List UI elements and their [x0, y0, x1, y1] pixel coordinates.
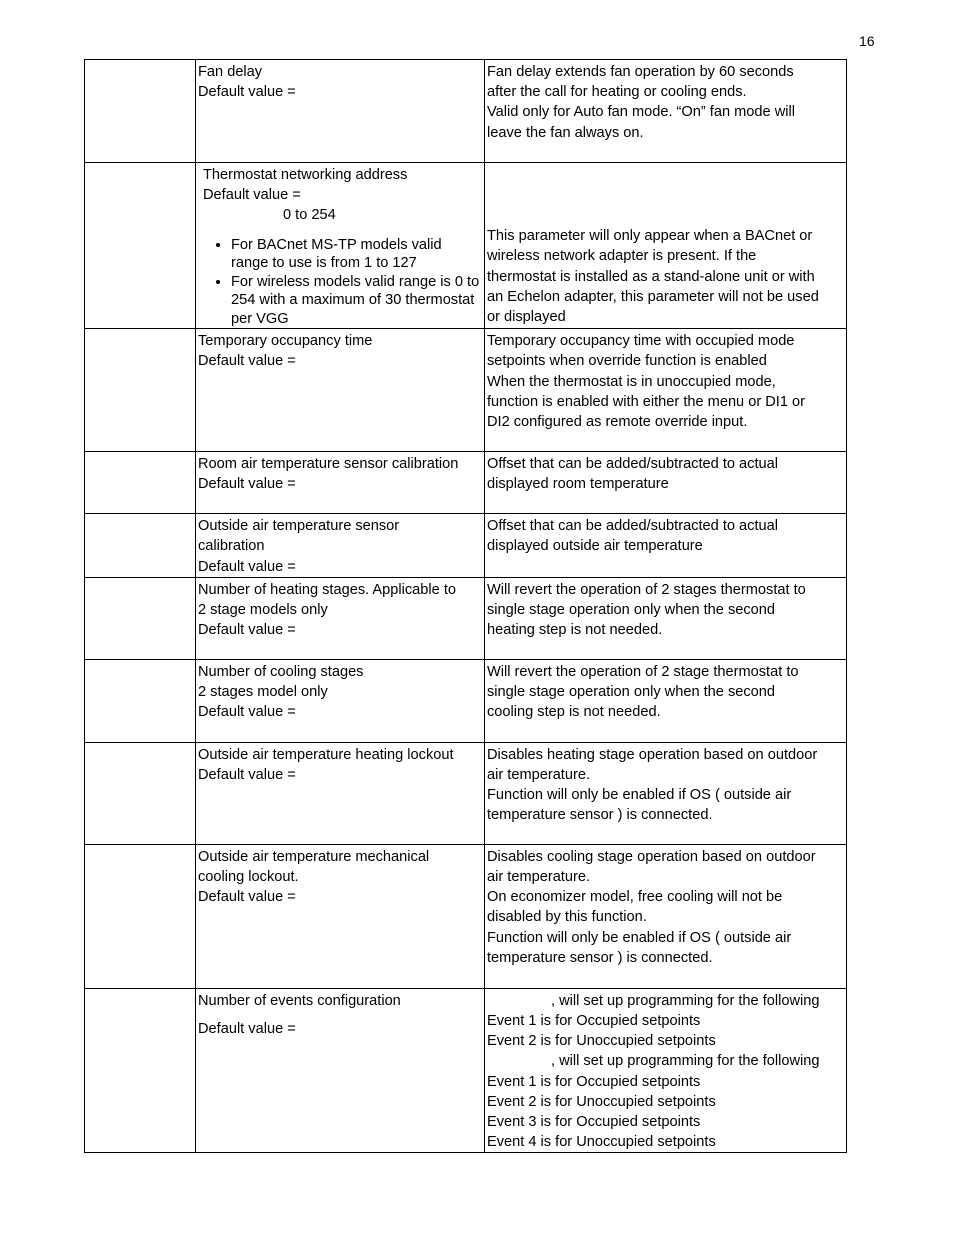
default-value-label: Default value = — [198, 622, 296, 639]
description-line: setpoints when override function is enabled — [487, 353, 767, 370]
parameter-description-cell — [485, 163, 847, 329]
description-line: temperature sensor ) is connected. — [487, 807, 713, 824]
parameter-symbol-cell — [85, 742, 196, 844]
parameter-name-cell — [196, 60, 485, 163]
page-number: 16 — [859, 33, 875, 49]
default-value-label: Default value = — [198, 84, 296, 101]
list-item: • For wireless models valid range is 0 to 254 with a maximum of 30 thermostat per VGG — [231, 273, 482, 329]
default-value-label: Default value = — [198, 558, 296, 575]
description-line: Disables cooling stage operation based on outdoor — [487, 848, 816, 865]
description-line: Function will only be enabled if OS ( outside air — [487, 929, 792, 946]
table-row — [85, 60, 847, 163]
description-line: , will set up programming for the following — [551, 1053, 820, 1070]
description-line: Temporary occupancy time with occupied mode — [487, 333, 795, 350]
parameter-name-cell — [196, 659, 485, 742]
table-row — [85, 844, 847, 988]
parameter-name-cell — [196, 577, 485, 659]
parameter-name: Outside air temperature mechanical — [198, 848, 430, 865]
parameter-name-cell — [196, 742, 485, 844]
parameter-description-cell — [485, 988, 847, 1153]
table-row — [85, 514, 847, 578]
parameter-description-cell — [485, 514, 847, 578]
description-line: heating step is not needed. — [487, 622, 663, 639]
parameter-description-cell — [485, 60, 847, 163]
parameter-name: Fan delay — [198, 64, 263, 80]
parameter-name: Number of cooling stages — [198, 663, 364, 680]
parameter-name: Number of heating stages. Applicable to — [198, 581, 456, 598]
table-row — [85, 329, 847, 452]
description-line: Disables heating stage operation based on outdoor — [487, 746, 818, 763]
parameter-name: Thermostat networking address — [203, 167, 408, 183]
description-line: air temperature. — [487, 766, 591, 783]
parameter-description-cell — [485, 844, 847, 988]
table-row — [85, 452, 847, 514]
description-line: or displayed — [487, 308, 566, 325]
parameter-name-cell — [196, 329, 485, 452]
parameter-symbol-cell — [85, 844, 196, 988]
description-line: cooling step is not needed. — [487, 704, 661, 721]
description-line: Will revert the operation of 2 stages thermostat to — [487, 581, 806, 598]
parameter-symbol-cell — [85, 329, 196, 452]
description-line: function is enabled with either the menu or DI1 or — [487, 393, 805, 410]
description-line: Event 4 is for Unoccupied setpoints — [487, 1134, 716, 1151]
description-line: disabled by this function. — [487, 909, 647, 926]
table-row — [85, 988, 847, 1153]
description-line: Event 1 is for Occupied setpoints — [487, 1073, 701, 1090]
table-row — [85, 163, 847, 329]
parameter-name: Outside air temperature heating lockout — [198, 746, 454, 763]
table-row — [85, 577, 847, 659]
parameter-name: 2 stages model only — [198, 683, 328, 700]
default-value-label: Default value = — [203, 187, 301, 204]
description-line: Offset that can be added/subtracted to actual — [487, 456, 778, 473]
description-line: When the thermostat is in unoccupied mode, — [487, 373, 776, 390]
table-row — [85, 742, 847, 844]
parameter-name-cell — [196, 452, 485, 514]
description-line: after the call for heating or cooling ends. — [487, 84, 747, 101]
description-line: thermostat is installed as a stand-alone unit or with — [487, 268, 815, 285]
parameter-symbol-cell — [85, 659, 196, 742]
parameter-description-cell — [485, 452, 847, 514]
parameter-name-cell — [196, 844, 485, 988]
default-value-label: Default value = — [198, 889, 296, 906]
description-line: single stage operation only when the second — [487, 683, 776, 700]
description-line: wireless network adapter is present. If the — [487, 248, 757, 265]
description-line: air temperature. — [487, 868, 591, 885]
description-line: Offset that can be added/subtracted to actual — [487, 518, 778, 535]
parameter-name-cell — [196, 514, 485, 578]
description-line: single stage operation only when the second — [487, 601, 776, 618]
parameter-table — [84, 59, 847, 1153]
parameter-symbol-cell — [85, 988, 196, 1153]
description-line: DI2 configured as remote override input. — [487, 413, 748, 430]
description-line: Fan delay extends fan operation by 60 seconds — [487, 64, 794, 80]
description-line: Event 3 is for Occupied setpoints — [487, 1113, 701, 1130]
default-value-label: Default value = — [198, 1020, 296, 1037]
parameter-description-cell — [485, 742, 847, 844]
parameter-name-cell — [196, 988, 485, 1153]
parameter-name: Room air temperature sensor calibration — [198, 456, 459, 473]
parameter-description-cell — [485, 329, 847, 452]
description-line: leave the fan always on. — [487, 124, 644, 141]
parameter-name: calibration — [198, 538, 265, 555]
parameter-description-cell — [485, 659, 847, 742]
parameter-name: Outside air temperature sensor — [198, 518, 400, 535]
table-row — [85, 659, 847, 742]
parameter-description-cell — [485, 577, 847, 659]
default-value-label: Default value = — [198, 476, 296, 493]
description-line: displayed outside air temperature — [487, 538, 703, 555]
range-notes-list — [203, 236, 482, 329]
description-line: displayed room temperature — [487, 476, 669, 493]
description-line: Event 2 is for Unoccupied setpoints — [487, 1033, 716, 1050]
description-line: Event 2 is for Unoccupied setpoints — [487, 1093, 716, 1110]
default-value-label: Default value = — [198, 704, 296, 721]
parameter-name: Number of events configuration — [198, 992, 401, 1009]
description-line: On economizer model, free cooling will not be — [487, 889, 783, 906]
parameter-name: 2 stage models only — [198, 601, 328, 618]
description-line: Will revert the operation of 2 stage thermostat to — [487, 663, 799, 680]
description-line: This parameter will only appear when a BACnet or — [487, 228, 813, 245]
description-line: , will set up programming for the following — [551, 992, 820, 1009]
default-value-label: Default value = — [198, 353, 296, 370]
parameter-name: cooling lockout. — [198, 868, 299, 885]
parameter-symbol-cell — [85, 163, 196, 329]
parameter-name-cell — [196, 163, 485, 329]
parameter-symbol-cell — [85, 514, 196, 578]
description-line: Function will only be enabled if OS ( outside air — [487, 787, 792, 804]
list-item: • For BACnet MS-TP models valid range to use is from 1 to 127 — [231, 236, 482, 273]
description-line: Event 1 is for Occupied setpoints — [487, 1012, 701, 1029]
description-line: an Echelon adapter, this parameter will not be used — [487, 288, 819, 305]
description-line: temperature sensor ) is connected. — [487, 949, 713, 966]
range-value: 0 to 254 — [283, 207, 336, 224]
parameter-symbol-cell — [85, 60, 196, 163]
parameter-symbol-cell — [85, 577, 196, 659]
parameter-symbol-cell — [85, 452, 196, 514]
parameter-name: Temporary occupancy time — [198, 333, 373, 350]
description-line: Valid only for Auto fan mode. “On” fan mode will — [487, 104, 795, 121]
default-value-label: Default value = — [198, 766, 296, 783]
